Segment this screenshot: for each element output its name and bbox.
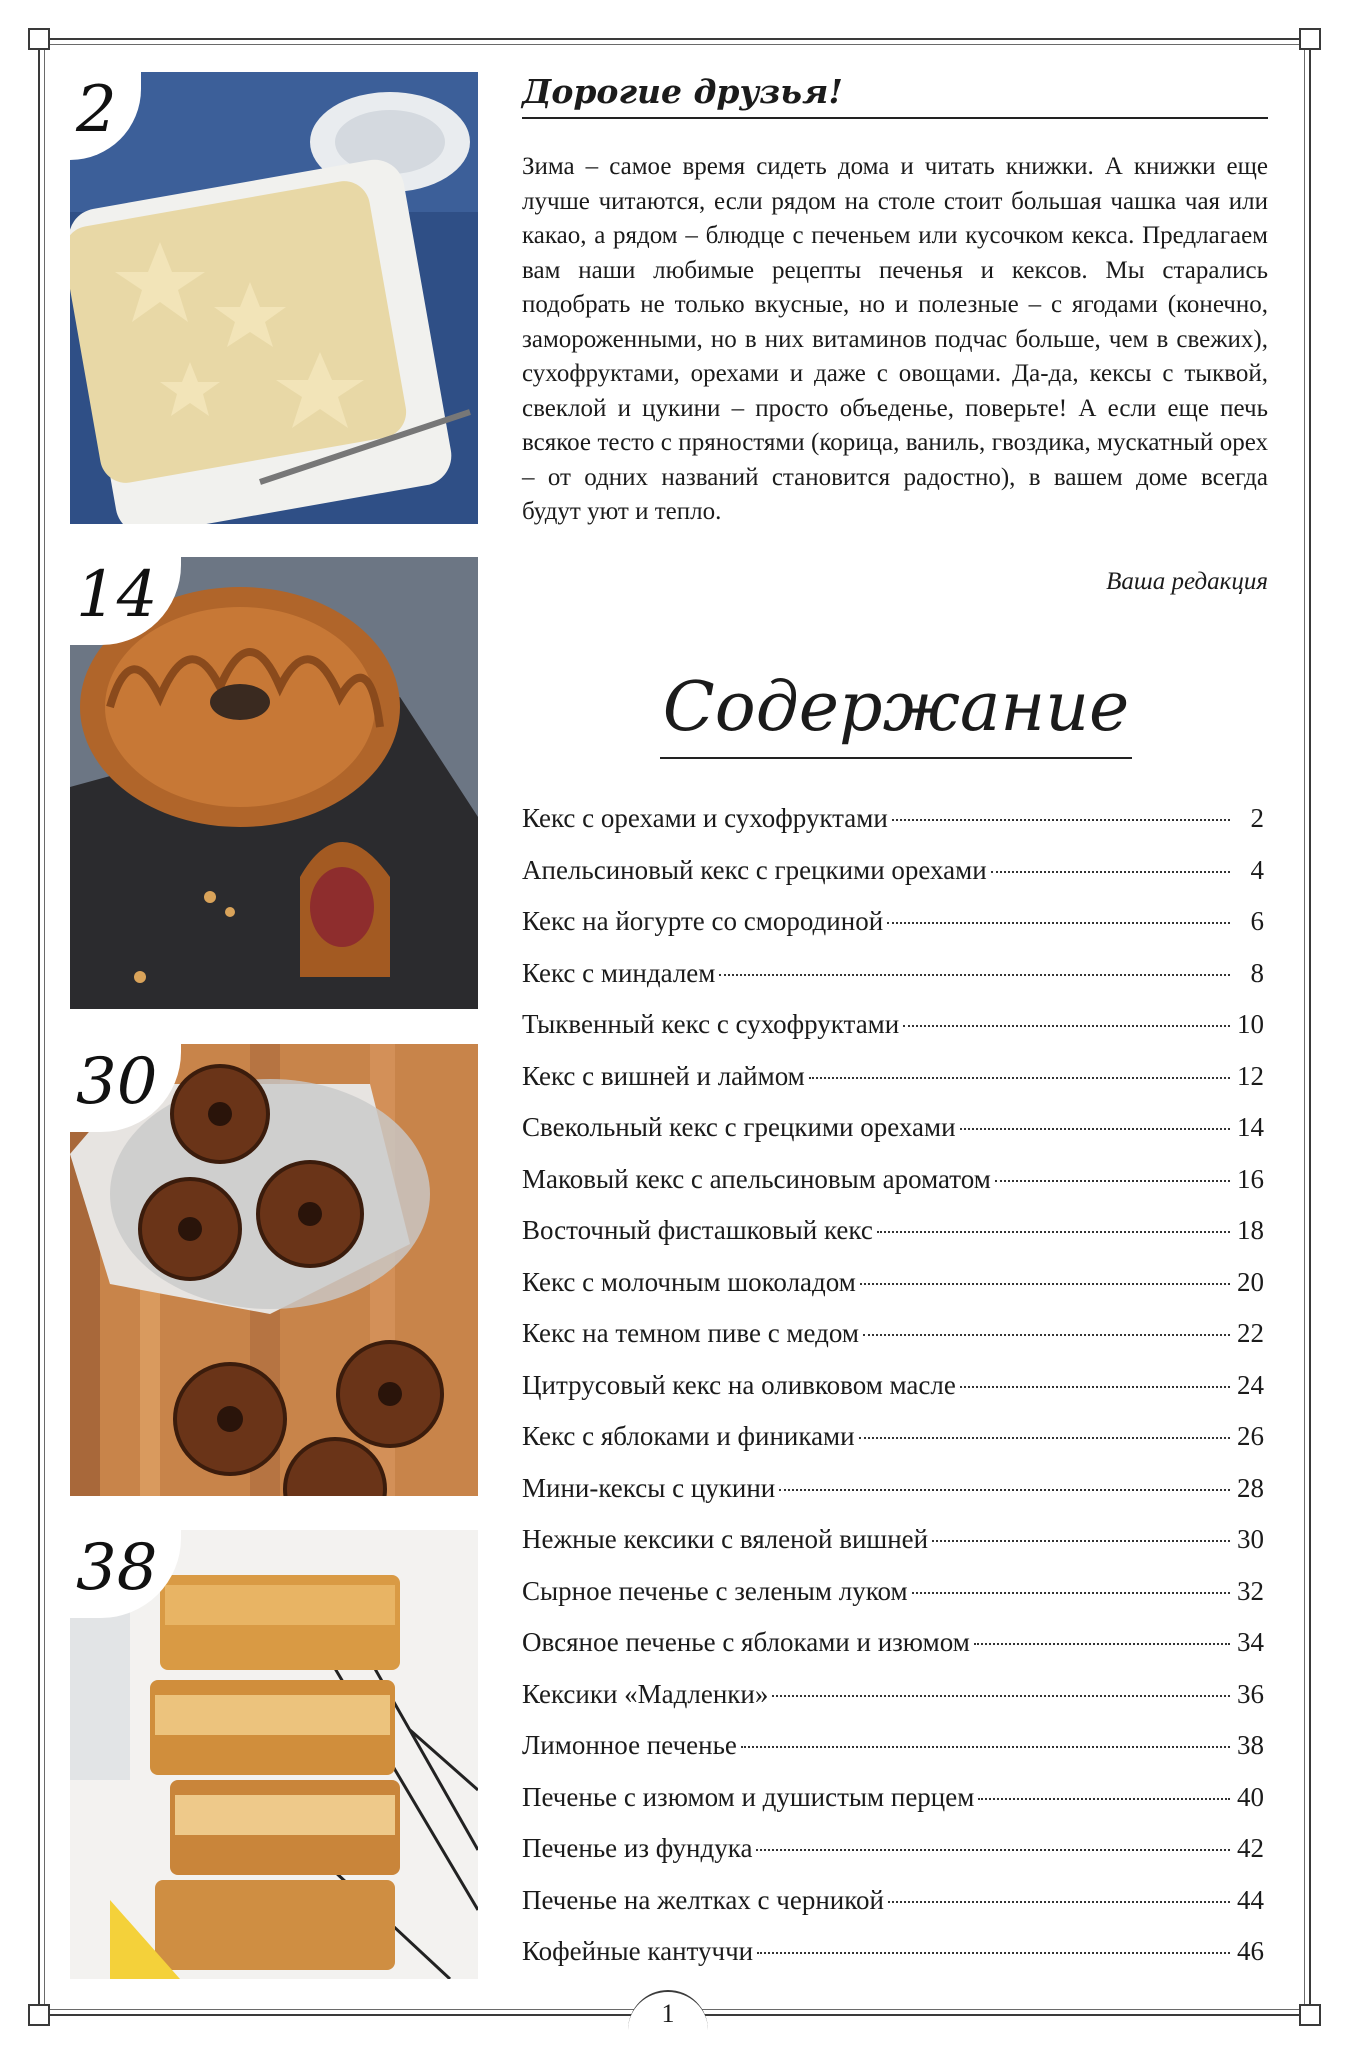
photo-page-number: 14	[70, 557, 181, 645]
contents-item[interactable]	[522, 1473, 1264, 1525]
contents-item-page: 2	[1250, 803, 1264, 833]
contents-item[interactable]	[522, 1730, 1264, 1782]
leader-dots	[974, 1643, 1230, 1645]
leader-dots	[912, 1592, 1230, 1594]
contents-item[interactable]	[522, 1576, 1264, 1628]
contents-item-title: Печенье из фундука	[522, 1833, 753, 1863]
contents-item[interactable]	[522, 1885, 1264, 1937]
contents-item-title: Восточный фисташковый кекс	[522, 1215, 873, 1245]
contents-item-page: 28	[1237, 1472, 1264, 1503]
leader-dots	[887, 922, 1230, 924]
contents-item[interactable]	[522, 1370, 1264, 1422]
contents-list	[522, 803, 1264, 1988]
leader-dots	[903, 1025, 1230, 1027]
contents-item-page: 14	[1237, 1112, 1264, 1142]
marzipan-cake-illustration	[70, 72, 478, 524]
contents-item-page: 16	[1237, 1163, 1264, 1194]
contents-item-page: 22	[1237, 1318, 1264, 1348]
photo-page-number: 2	[70, 72, 141, 160]
contents-item[interactable]	[522, 1267, 1264, 1319]
contents-item-title: Кекс на темном пиве с медом	[522, 1318, 859, 1348]
contents-item-page: 38	[1237, 1730, 1264, 1760]
contents-item-page: 36	[1237, 1678, 1264, 1709]
contents-item[interactable]	[522, 1164, 1264, 1216]
contents-item-title: Кексики «Мадленки»	[522, 1678, 769, 1709]
leader-dots	[991, 871, 1230, 873]
contents-title: Содержание	[660, 668, 1132, 759]
contents-item-title: Свекольный кекс с грецкими орехами	[522, 1112, 956, 1142]
contents-item-page: 30	[1237, 1524, 1264, 1554]
frame-corner-ornament	[1299, 28, 1321, 50]
leader-dots	[892, 819, 1230, 821]
contents-item-title: Кекс с молочным шоколадом	[522, 1266, 856, 1297]
leader-dots	[995, 1180, 1230, 1182]
contents-item[interactable]	[522, 1524, 1264, 1576]
contents-item-page: 18	[1237, 1215, 1264, 1245]
leader-dots	[756, 1849, 1230, 1851]
contents-item[interactable]	[522, 958, 1264, 1010]
contents-item-page: 26	[1237, 1421, 1264, 1451]
contents-item-page: 32	[1237, 1575, 1264, 1606]
intro-text: Зима – самое время сидеть дома и читать книжки. А книжки еще лучше читаются, если рядом на столе стоит большая чашка чая или какао, а рядом – блюдце с печеньем или кусочком кекса. Предлагаем вам наши любимые рецепты печенья и кексов. Мы старались подобрать не только вкусные, но и полезные – с ягодами (конечно, замороженными, но в них витаминов подчас больше, чем в свежих), сухофруктами, орехами и даже с овощами. Да-да, кексы с тыквой, свеклой и цукини – просто объеденье, поверьте! А если еще печь всякое тесто с пряностями (корица, ваниль, гвоздика, мускатный орех – от одних названий становится радостно), в вашем доме всегда будут уют и тепло.	[522, 153, 1268, 525]
contents-item-page: 6	[1250, 906, 1264, 936]
page-number: 1	[628, 1990, 708, 2036]
contents-item-title: Печенье с изюмом и душистым перцем	[522, 1781, 975, 1812]
photo-bundt-cake	[70, 557, 478, 1009]
contents-item[interactable]	[522, 1061, 1264, 1113]
leader-dots	[719, 974, 1230, 976]
frame-corner-ornament	[28, 28, 50, 50]
contents-item-page: 42	[1237, 1833, 1264, 1863]
leader-dots	[741, 1746, 1230, 1748]
frame-corner-ornament	[1299, 2004, 1321, 2026]
contents-item-page: 10	[1237, 1009, 1264, 1039]
contents-item[interactable]	[522, 1627, 1264, 1679]
photo-page-number: 30	[70, 1044, 181, 1132]
contents-item-title: Сырное печенье с зеленым луком	[522, 1575, 908, 1606]
contents-item[interactable]	[522, 1421, 1264, 1473]
contents-item-page: 40	[1237, 1781, 1264, 1812]
contents-item-title: Цитрусовый кекс на оливковом масле	[522, 1369, 956, 1400]
contents-item-title: Апельсиновый кекс с грецкими орехами	[522, 854, 987, 885]
leader-dots	[757, 1952, 1230, 1954]
contents-item[interactable]	[522, 1318, 1264, 1370]
contents-item-title: Кекс с миндалем	[522, 957, 716, 988]
contents-item-page: 20	[1237, 1266, 1264, 1297]
contents-item-title: Нежные кексики с вяленой вишней	[522, 1524, 929, 1554]
contents-item[interactable]	[522, 803, 1264, 855]
contents-item[interactable]	[522, 1009, 1264, 1061]
contents-item-title: Мини-кексы с цукини	[522, 1472, 776, 1503]
photo-mini-cakes	[70, 1044, 478, 1496]
contents-item-page: 8	[1250, 957, 1264, 988]
contents-item[interactable]	[522, 855, 1264, 907]
contents-item-title: Тыквенный кекс с сухофруктами	[522, 1009, 900, 1039]
contents-item-title: Печенье на желтках с черникой	[522, 1884, 884, 1915]
contents-item-page: 34	[1237, 1627, 1264, 1657]
contents-item[interactable]	[522, 1936, 1264, 1988]
contents-item[interactable]	[522, 1679, 1264, 1731]
leader-dots	[809, 1077, 1230, 1079]
contents-item-title: Овсяное печенье с яблоками и изюмом	[522, 1627, 970, 1657]
contents-item-page: 24	[1237, 1369, 1264, 1400]
leader-dots	[859, 1437, 1230, 1439]
contents-item[interactable]	[522, 1782, 1264, 1834]
contents-item-title: Маковый кекс с апельсиновым ароматом	[522, 1163, 991, 1194]
leader-dots	[932, 1540, 1230, 1542]
contents-item-title: Лимонное печенье	[522, 1730, 737, 1760]
contents-item[interactable]	[522, 906, 1264, 958]
intro-title: Дорогие друзья!	[522, 72, 1268, 119]
contents-item-title: Кекс на йогурте со смородиной	[522, 906, 884, 936]
contents-item[interactable]	[522, 1112, 1264, 1164]
contents-item-title: Кекс с вишней и лаймом	[522, 1060, 805, 1091]
leader-dots	[960, 1386, 1230, 1388]
leader-dots	[960, 1128, 1230, 1130]
leader-dots	[877, 1231, 1230, 1233]
photo-marzipan-cake	[70, 72, 478, 524]
contents-item[interactable]	[522, 1215, 1264, 1267]
contents-item-title: Кекс с орехами и сухофруктами	[522, 803, 888, 833]
contents-item[interactable]	[522, 1833, 1264, 1885]
photo-page-number: 38	[70, 1530, 181, 1618]
leader-dots	[779, 1489, 1230, 1491]
contents-item-page: 12	[1237, 1060, 1264, 1091]
leader-dots	[860, 1283, 1230, 1285]
leader-dots	[978, 1798, 1230, 1800]
leader-dots	[888, 1901, 1230, 1903]
leader-dots	[772, 1695, 1230, 1697]
contents-item-page: 44	[1237, 1884, 1264, 1915]
contents-item-title: Кофейные кантуччи	[522, 1936, 754, 1966]
contents-item-page: 4	[1250, 854, 1264, 885]
photo-lemon-cookies	[70, 1530, 478, 1979]
contents-item-title: Кекс с яблоками и финиками	[522, 1421, 855, 1451]
contents-item-page: 46	[1237, 1936, 1264, 1966]
leader-dots	[863, 1334, 1230, 1336]
intro-signature: Ваша редакция	[1106, 568, 1268, 595]
frame-corner-ornament	[28, 2004, 50, 2026]
